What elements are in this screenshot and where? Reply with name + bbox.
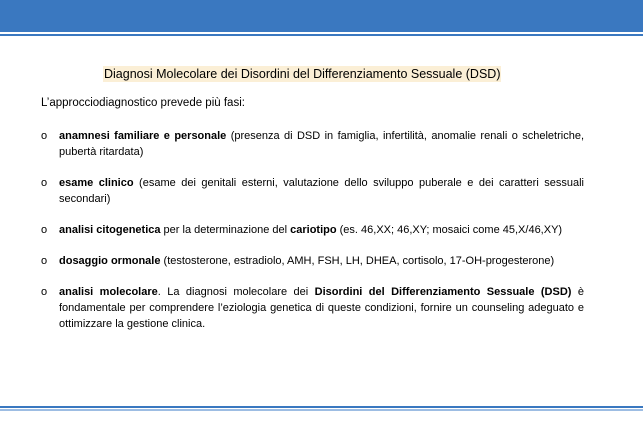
list-item	[41, 284, 584, 332]
item-bold: esame clinico	[59, 177, 134, 189]
item-text-2: è fondamentale per comprendere l’eziologia genetica di queste condizioni, fornire un counseling adeguato e ottimizzare la gestione clinica.	[59, 286, 585, 330]
item-text-2: (es. 46,XX; 46,XY; mosaici come 45,X/46,XY)	[336, 224, 563, 236]
item-text: (presenza di DSD in famiglia, infertilità, anomalie renali o scheletriche, pubertà ritardata)	[59, 130, 584, 158]
bullet-icon: o	[41, 177, 48, 189]
item-text: (esame dei genitali esterni, valutazione dello sviluppo puberale e dei caratteri sessuali secondari)	[59, 177, 584, 205]
footer-divider	[0, 406, 643, 408]
bullet-icon: o	[41, 255, 48, 267]
header-divider	[0, 34, 643, 36]
bullet-icon: o	[41, 130, 48, 142]
intro-text: L’approcciodiagnostico prevede più fasi:	[41, 97, 245, 109]
page-title: Diagnosi Molecolare dei Disordini del Differenziamento Sessuale (DSD)	[104, 67, 501, 81]
list-item	[41, 253, 584, 269]
header-bar	[0, 0, 643, 32]
item-bold: dosaggio ormonale	[59, 255, 161, 267]
bullet-icon: o	[41, 224, 48, 236]
item-bold-2: cariotipo	[290, 224, 337, 236]
bullet-icon: o	[41, 286, 48, 298]
item-text: . La diagnosi molecolare dei	[157, 286, 315, 298]
footer-divider-light	[0, 409, 643, 411]
item-text: per la determinazione del	[160, 224, 291, 236]
item-bold: analisi molecolare	[59, 286, 158, 298]
item-bold-2: Disordini del Differenziamento Sessuale (DSD)	[314, 286, 572, 298]
phases-list	[41, 128, 584, 347]
list-item	[41, 222, 584, 238]
item-bold: anamnesi familiare e personale	[59, 130, 227, 142]
list-item	[41, 128, 584, 160]
list-item	[41, 175, 584, 207]
item-bold: analisi citogenetica	[59, 224, 161, 236]
item-text: (testosterone, estradiolo, AMH, FSH, LH, DHEA, cortisolo, 17-OH-progesterone)	[160, 255, 555, 267]
